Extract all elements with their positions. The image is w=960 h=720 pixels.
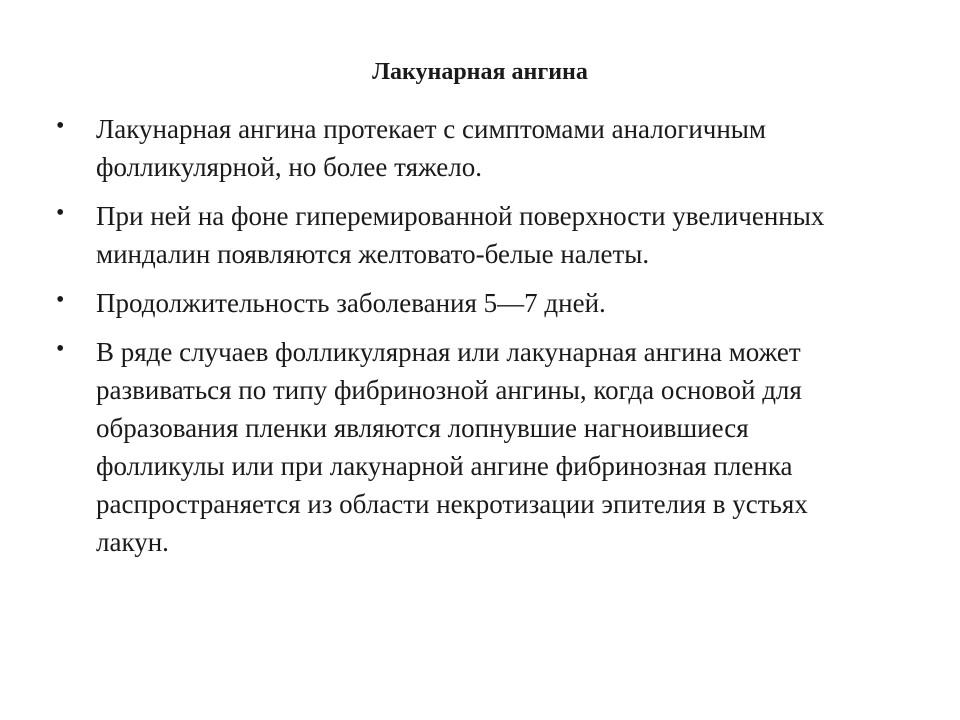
- bullet-item: [56, 110, 876, 186]
- bullet-list: [56, 110, 876, 572]
- bullet-dot-icon: •: [56, 336, 65, 362]
- slide-title: Лакунарная ангина: [372, 59, 588, 85]
- bullet-text: Продолжительность заболевания 5—7 дней.: [96, 288, 606, 318]
- bullet-dot-icon: •: [56, 287, 65, 313]
- bullet-text: В ряде случаев фолликулярная или лакунарная ангина может развиваться по типу фибринозной ангины, когда основой для образования пленки являются лопнувшие нагноившиеся фолликулы или при лакунарной ангине фибринозная пленка распространяется из области некротизации эпителия в устьях лакун.: [96, 337, 808, 557]
- bullet-dot-icon: •: [56, 113, 65, 139]
- bullet-text: Лакунарная ангина протекает с симптомами аналогичным фолликулярной, но более тяжело.: [96, 114, 767, 182]
- bullet-item: [56, 333, 876, 561]
- bullet-dot-icon: •: [56, 200, 65, 226]
- bullet-item: [56, 197, 876, 273]
- bullet-item: [56, 284, 876, 322]
- bullet-text: При ней на фоне гиперемированной поверхности увеличенных миндалин появляются желтовато-белые налеты.: [96, 201, 825, 269]
